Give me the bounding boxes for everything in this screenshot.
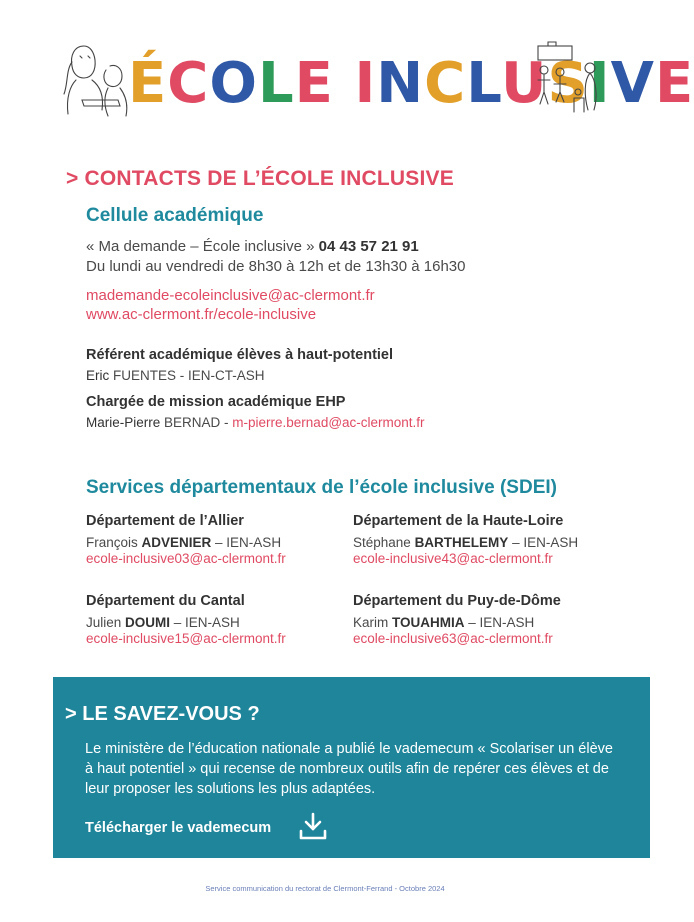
department-title: Département de l’Allier [86,513,244,529]
department-card [86,593,336,646]
sdei-heading: Services départementaux de l’école inclusive (SDEI) [86,477,557,498]
referent-title-2: Chargée de mission académique EHP [86,394,346,410]
left-illustration [62,40,134,120]
department-email[interactable]: ecole-inclusive43@ac-clermont.fr [353,551,553,566]
department-email[interactable]: ecole-inclusive03@ac-clermont.fr [86,551,286,566]
ecole-inclusive-logo [128,36,694,116]
department-card [353,513,603,566]
hours-line: Du lundi au vendredi de 8h30 à 12h et de 13h30 à 16h30 [86,258,466,275]
logo-letter [334,51,355,116]
contact-first-name: Karim [353,615,393,630]
logo-letter: L [466,51,501,116]
department-contact [353,615,603,630]
department-contact [86,535,336,550]
logo-letter: E [294,51,334,116]
logo-letter: É [128,51,168,116]
department-title: Département du Puy-de-Dôme [353,593,561,609]
logo-letter: C [167,51,210,116]
referent-role-2: - [220,415,233,430]
referent-last-name-2: BERNAD [164,415,221,430]
referent-line-2 [86,415,425,430]
department-contact [86,615,336,630]
logo-letter: I [588,51,611,116]
department-title: Département de la Haute-Loire [353,513,564,529]
info-heading: > LE SAVEZ-VOUS ? [65,703,260,725]
department-title: Département du Cantal [86,593,245,609]
contact-email-link[interactable]: mademande-ecoleinclusive@ac-clermont.fr [86,287,375,304]
referent-email-2[interactable]: m-pierre.bernad@ac-clermont.fr [232,415,425,430]
contact-role: – IEN-ASH [508,535,579,550]
contact-first-name: François [86,535,142,550]
department-email[interactable]: ecole-inclusive63@ac-clermont.fr [353,631,553,646]
referent-title-1: Référent académique élèves à haut-potentiel [86,347,394,363]
header-banner [0,0,694,135]
contact-last-name: TOUAHMIA [392,615,465,630]
download-link[interactable]: Télécharger le vademecum [85,820,272,836]
referent-role-1: - IEN-CT-ASH [176,368,265,383]
demande-phone[interactable]: 04 43 57 21 91 [318,238,419,255]
logo-letter: I [354,51,377,116]
contact-last-name: ADVENIER [141,535,212,550]
contact-last-name: DOUMI [125,615,171,630]
info-box [53,677,650,858]
referent-last-name-1: FUENTES [113,368,177,383]
department-contact [353,535,603,550]
logo-letter: O [209,51,258,116]
contact-first-name: Julien [86,615,126,630]
logo-letter: L [257,51,295,116]
demande-text: « Ma demande – École inclusive » [86,238,319,255]
footer-credit: Service communication du rectorat de Clermont-Ferrand - Octobre 2024 [205,884,445,893]
contact-role: – IEN-ASH [211,535,282,550]
right-illustration [534,40,608,120]
contacts-heading: > CONTACTS DE L’ÉCOLE INCLUSIVE [66,167,454,190]
website-link[interactable]: www.ac-clermont.fr/ecole-inclusive [86,306,317,323]
department-email[interactable]: ecole-inclusive15@ac-clermont.fr [86,631,286,646]
logo-letter: C [424,51,467,116]
info-paragraph: Le ministère de l’éducation nationale a publié le vademecum « Scolariser un élève à haut potentiel » qui recense de nombreux outils afin de repérer ces élèves et de leur proposer les solutions les plus adaptées. [85,741,613,797]
referent-first-name-1: Eric [86,368,113,383]
demande-line [86,238,419,255]
department-card [353,593,603,646]
logo-letter: V [610,51,655,116]
download-icon[interactable] [298,811,328,841]
referent-first-name-2: Marie-Pierre [86,415,165,430]
contact-role: – IEN-ASH [464,615,535,630]
logo-letter: N [376,51,425,116]
referent-line-1 [86,368,265,383]
contact-last-name: BARTHELEMY [414,535,509,550]
cellule-title: Cellule académique [86,205,264,226]
logo-letter: U [500,51,548,116]
department-card [86,513,336,566]
logo-letter: S [547,51,589,116]
logo-letter: E [654,51,694,116]
contact-first-name: Stéphane [353,535,415,550]
contact-role: – IEN-ASH [170,615,240,630]
